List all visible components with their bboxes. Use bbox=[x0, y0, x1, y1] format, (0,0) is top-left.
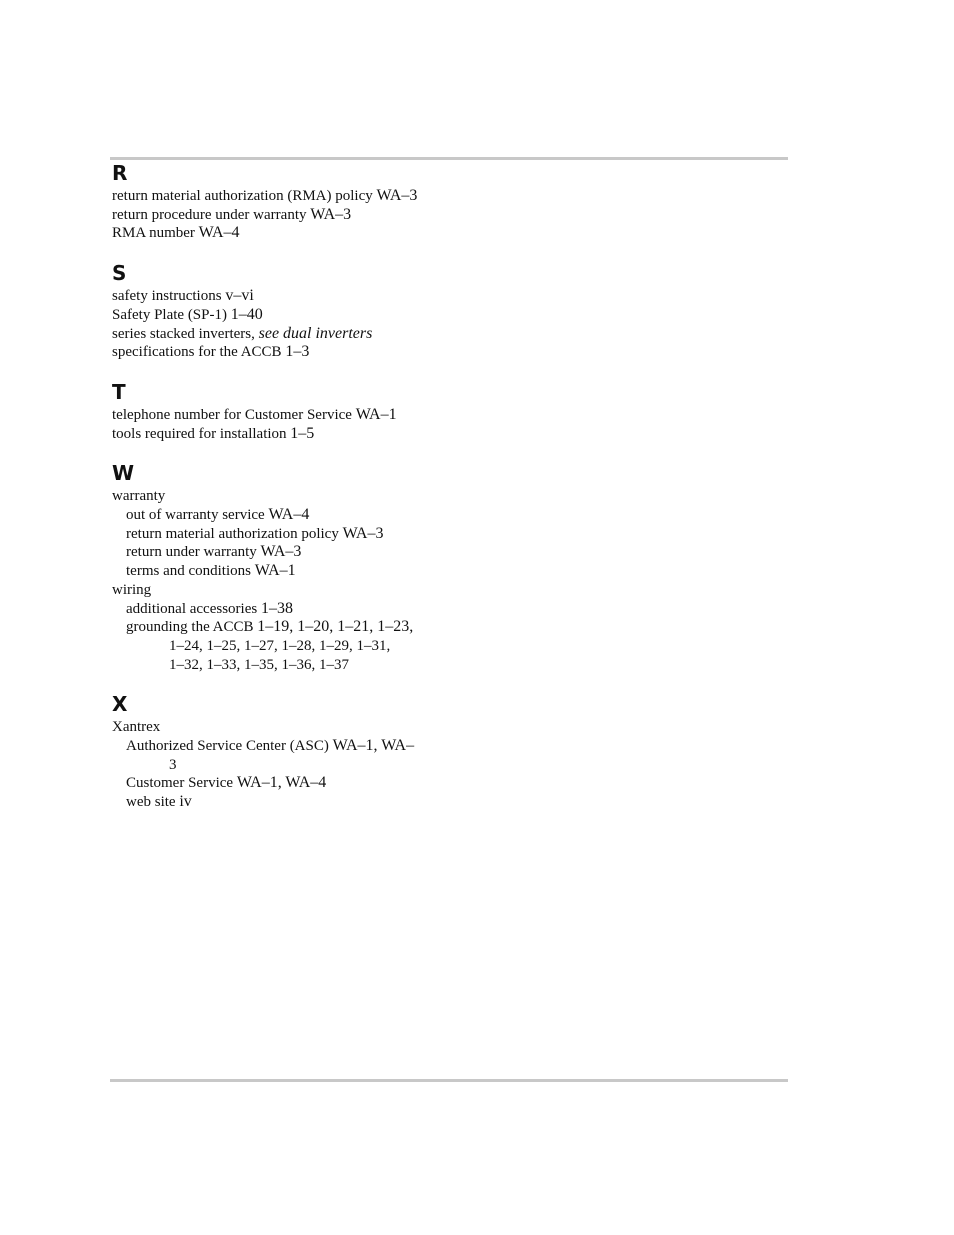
entry-pages[interactable]: v–vi bbox=[225, 287, 254, 305]
index-subentry bbox=[112, 618, 452, 637]
section-letter: S bbox=[112, 261, 127, 286]
entry-pages[interactable]: WA–4 bbox=[268, 506, 310, 524]
index-subentry bbox=[112, 525, 452, 544]
entry-term: Authorized Service Center (ASC) bbox=[126, 738, 329, 755]
index-entry bbox=[112, 425, 452, 444]
entry-term: return procedure under warranty bbox=[112, 206, 307, 223]
index-section-x bbox=[112, 691, 452, 812]
entry-pages[interactable]: WA–3 bbox=[310, 205, 352, 223]
index-entry-warranty: warranty bbox=[112, 488, 166, 505]
section-letter: W bbox=[112, 461, 135, 486]
bottom-rule bbox=[110, 1079, 788, 1082]
entry-pages[interactable]: WA–1, WA– bbox=[332, 737, 415, 755]
section-letter: R bbox=[112, 161, 128, 185]
index-section-s bbox=[112, 260, 452, 362]
entry-term: web site bbox=[126, 794, 176, 811]
entry-term: tools required for installation bbox=[112, 425, 287, 442]
index-entry-xantrex: Xantrex bbox=[112, 719, 161, 736]
index-entry-wiring: wiring bbox=[112, 581, 152, 598]
entry-pages[interactable]: WA–1 bbox=[254, 562, 296, 580]
entry-term: Safety Plate (SP-1) bbox=[112, 306, 227, 323]
entry-term: specifications for the ACCB bbox=[112, 344, 282, 361]
entry-pages[interactable]: WA–1, WA–4 bbox=[236, 774, 327, 792]
entry-pages[interactable]: 1–3 bbox=[285, 343, 310, 361]
entry-term: safety instructions bbox=[112, 288, 222, 305]
index-section-w bbox=[112, 460, 452, 674]
entry-term: out of warranty service bbox=[126, 507, 265, 524]
index-subentry bbox=[112, 774, 452, 793]
entry-pages[interactable]: 1–5 bbox=[290, 424, 315, 442]
entry-pages[interactable]: WA–4 bbox=[198, 224, 240, 242]
index-subentry bbox=[112, 562, 452, 581]
section-letter: X bbox=[112, 692, 128, 717]
section-letter: T bbox=[112, 379, 126, 404]
index-entry bbox=[112, 306, 452, 325]
index-subentry bbox=[112, 737, 452, 756]
entry-term: telephone number for Customer Service bbox=[112, 406, 352, 423]
entry-pages[interactable]: WA–3 bbox=[260, 543, 302, 561]
index-section-r bbox=[112, 160, 452, 243]
entry-pages[interactable]: WA–1 bbox=[355, 405, 397, 423]
entry-pages[interactable]: 1–19, 1–20, 1–21, 1–23, bbox=[257, 618, 414, 636]
entry-pages-continued[interactable]: 1–24, 1–25, 1–27, 1–28, 1–29, 1–31, bbox=[169, 637, 391, 654]
index-section-t bbox=[112, 379, 452, 443]
entry-pages[interactable]: WA–3 bbox=[342, 524, 384, 542]
index-subentry bbox=[112, 600, 452, 619]
entry-term: return under warranty bbox=[126, 544, 257, 561]
entry-term: grounding the ACCB bbox=[126, 619, 254, 636]
entry-term: terms and conditions bbox=[126, 563, 251, 580]
see-reference-link[interactable]: see dual inverters bbox=[258, 324, 373, 342]
entry-pages-continued[interactable]: 3 bbox=[169, 756, 177, 773]
entry-term: Customer Service bbox=[126, 775, 234, 792]
index-entry bbox=[112, 406, 452, 425]
entry-pages[interactable]: 1–40 bbox=[230, 305, 263, 323]
index-list bbox=[112, 160, 452, 829]
entry-term: additional accessories bbox=[126, 600, 258, 617]
entry-term: series stacked inverters, bbox=[112, 325, 255, 342]
entry-pages-continued[interactable]: 1–32, 1–33, 1–35, 1–36, 1–37 bbox=[169, 656, 349, 673]
index-subentry bbox=[112, 506, 452, 525]
entry-pages[interactable]: iv bbox=[179, 793, 192, 811]
index-subentry bbox=[112, 543, 452, 562]
index-entry bbox=[112, 343, 452, 362]
index-entry bbox=[112, 187, 452, 206]
index-entry bbox=[112, 206, 452, 225]
entry-term: return material authorization (RMA) policy bbox=[112, 188, 373, 204]
index-entry bbox=[112, 325, 452, 344]
index-subentry bbox=[112, 793, 452, 812]
entry-pages[interactable]: WA–3 bbox=[376, 187, 418, 204]
entry-term: RMA number bbox=[112, 225, 195, 242]
index-entry bbox=[112, 287, 452, 306]
index-entry bbox=[112, 224, 452, 243]
entry-pages[interactable]: 1–38 bbox=[260, 599, 293, 617]
entry-term: return material authorization policy bbox=[126, 525, 339, 542]
